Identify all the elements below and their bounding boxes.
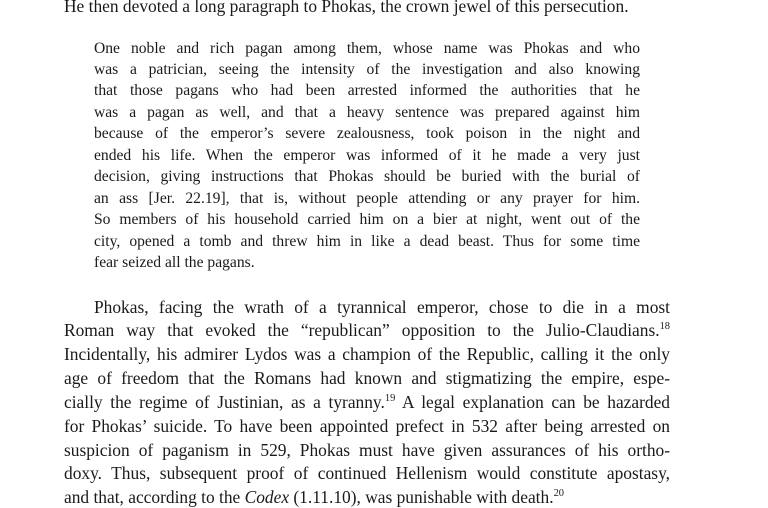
paragraph-line-2-text: Roman way that evoked the “republican” opposition to the Julio-Claudians. [64,320,660,340]
quote-line-2: was a patrician, seeing the intensity of the investigation and also knowing [94,61,640,78]
quote-line-4: was a pagan as well, and that a heavy sentence was prepared against him [94,104,640,121]
footnote-ref-20[interactable]: 20 [553,488,564,500]
paragraph-line-4: age of freedom that the Romans had known and stigmatizing the empire, espe- [64,368,670,388]
paragraph-line-9-text-a: and that, according to the [64,487,245,507]
paragraph-line-2 [64,320,670,341]
intro-sentence: He then devoted a long paragraph to Phokas, the crown jewel of this persecution. [64,0,629,16]
footnote-ref-19[interactable]: 19 [384,393,396,405]
paragraph-line-3: Incidentally, his admirer Lydos was a champion of the Republic, calling it the only [64,344,670,364]
paragraph-line-9-text-b: (1.11.10), was punishable with death. [289,487,554,507]
paragraph-line-6: for Phokas’ suicide. To have been appointed prefect in 532 after being arrested on [64,416,670,436]
paragraph-line-7: suspicion of paganism in 529, Phokas must have given assurances of his ortho- [64,440,670,460]
paragraph-line-5-text-a: cially the regime of Justinian, as a tyranny. [64,392,385,412]
quote-line-1: One noble and rich pagan among them, whose name was Phokas and who [94,40,640,57]
quote-line-6: ended his life. When the emperor was informed of it he made a very just [94,147,640,164]
paragraph-line-5 [64,392,670,413]
quote-line-5: because of the emperor’s severe zealousness, took poison in the night and [94,125,640,142]
paragraph-line-1: Phokas, facing the wrath of a tyrannical emperor, chose to die in a most [94,297,670,317]
quote-line-8: an ass [Jer. 22.19], that is, without people attending or any prayer for him. [94,190,640,207]
paragraph-line-5-text-b: A legal explanation can be hazarded [395,392,670,412]
quote-line-3: that those pagans who had been arrested informed the authorities that he [94,82,640,99]
quote-line-7: decision, giving instructions that Phokas should be buried with the burial of [94,168,640,185]
paragraph-line-8: doxy. Thus, subsequent proof of continued Hellenism would constitute apostasy, [64,463,670,483]
quote-line-11: fear seized all the pagans. [94,254,255,271]
footnote-ref-18[interactable]: 18 [659,321,670,333]
quote-line-9: So members of his household carried him on a bier at night, went out of the [94,211,640,228]
quote-line-10: city, opened a tomb and threw him in like a dead beast. Thus for some time [94,233,640,250]
codex-title: Codex [244,487,290,507]
